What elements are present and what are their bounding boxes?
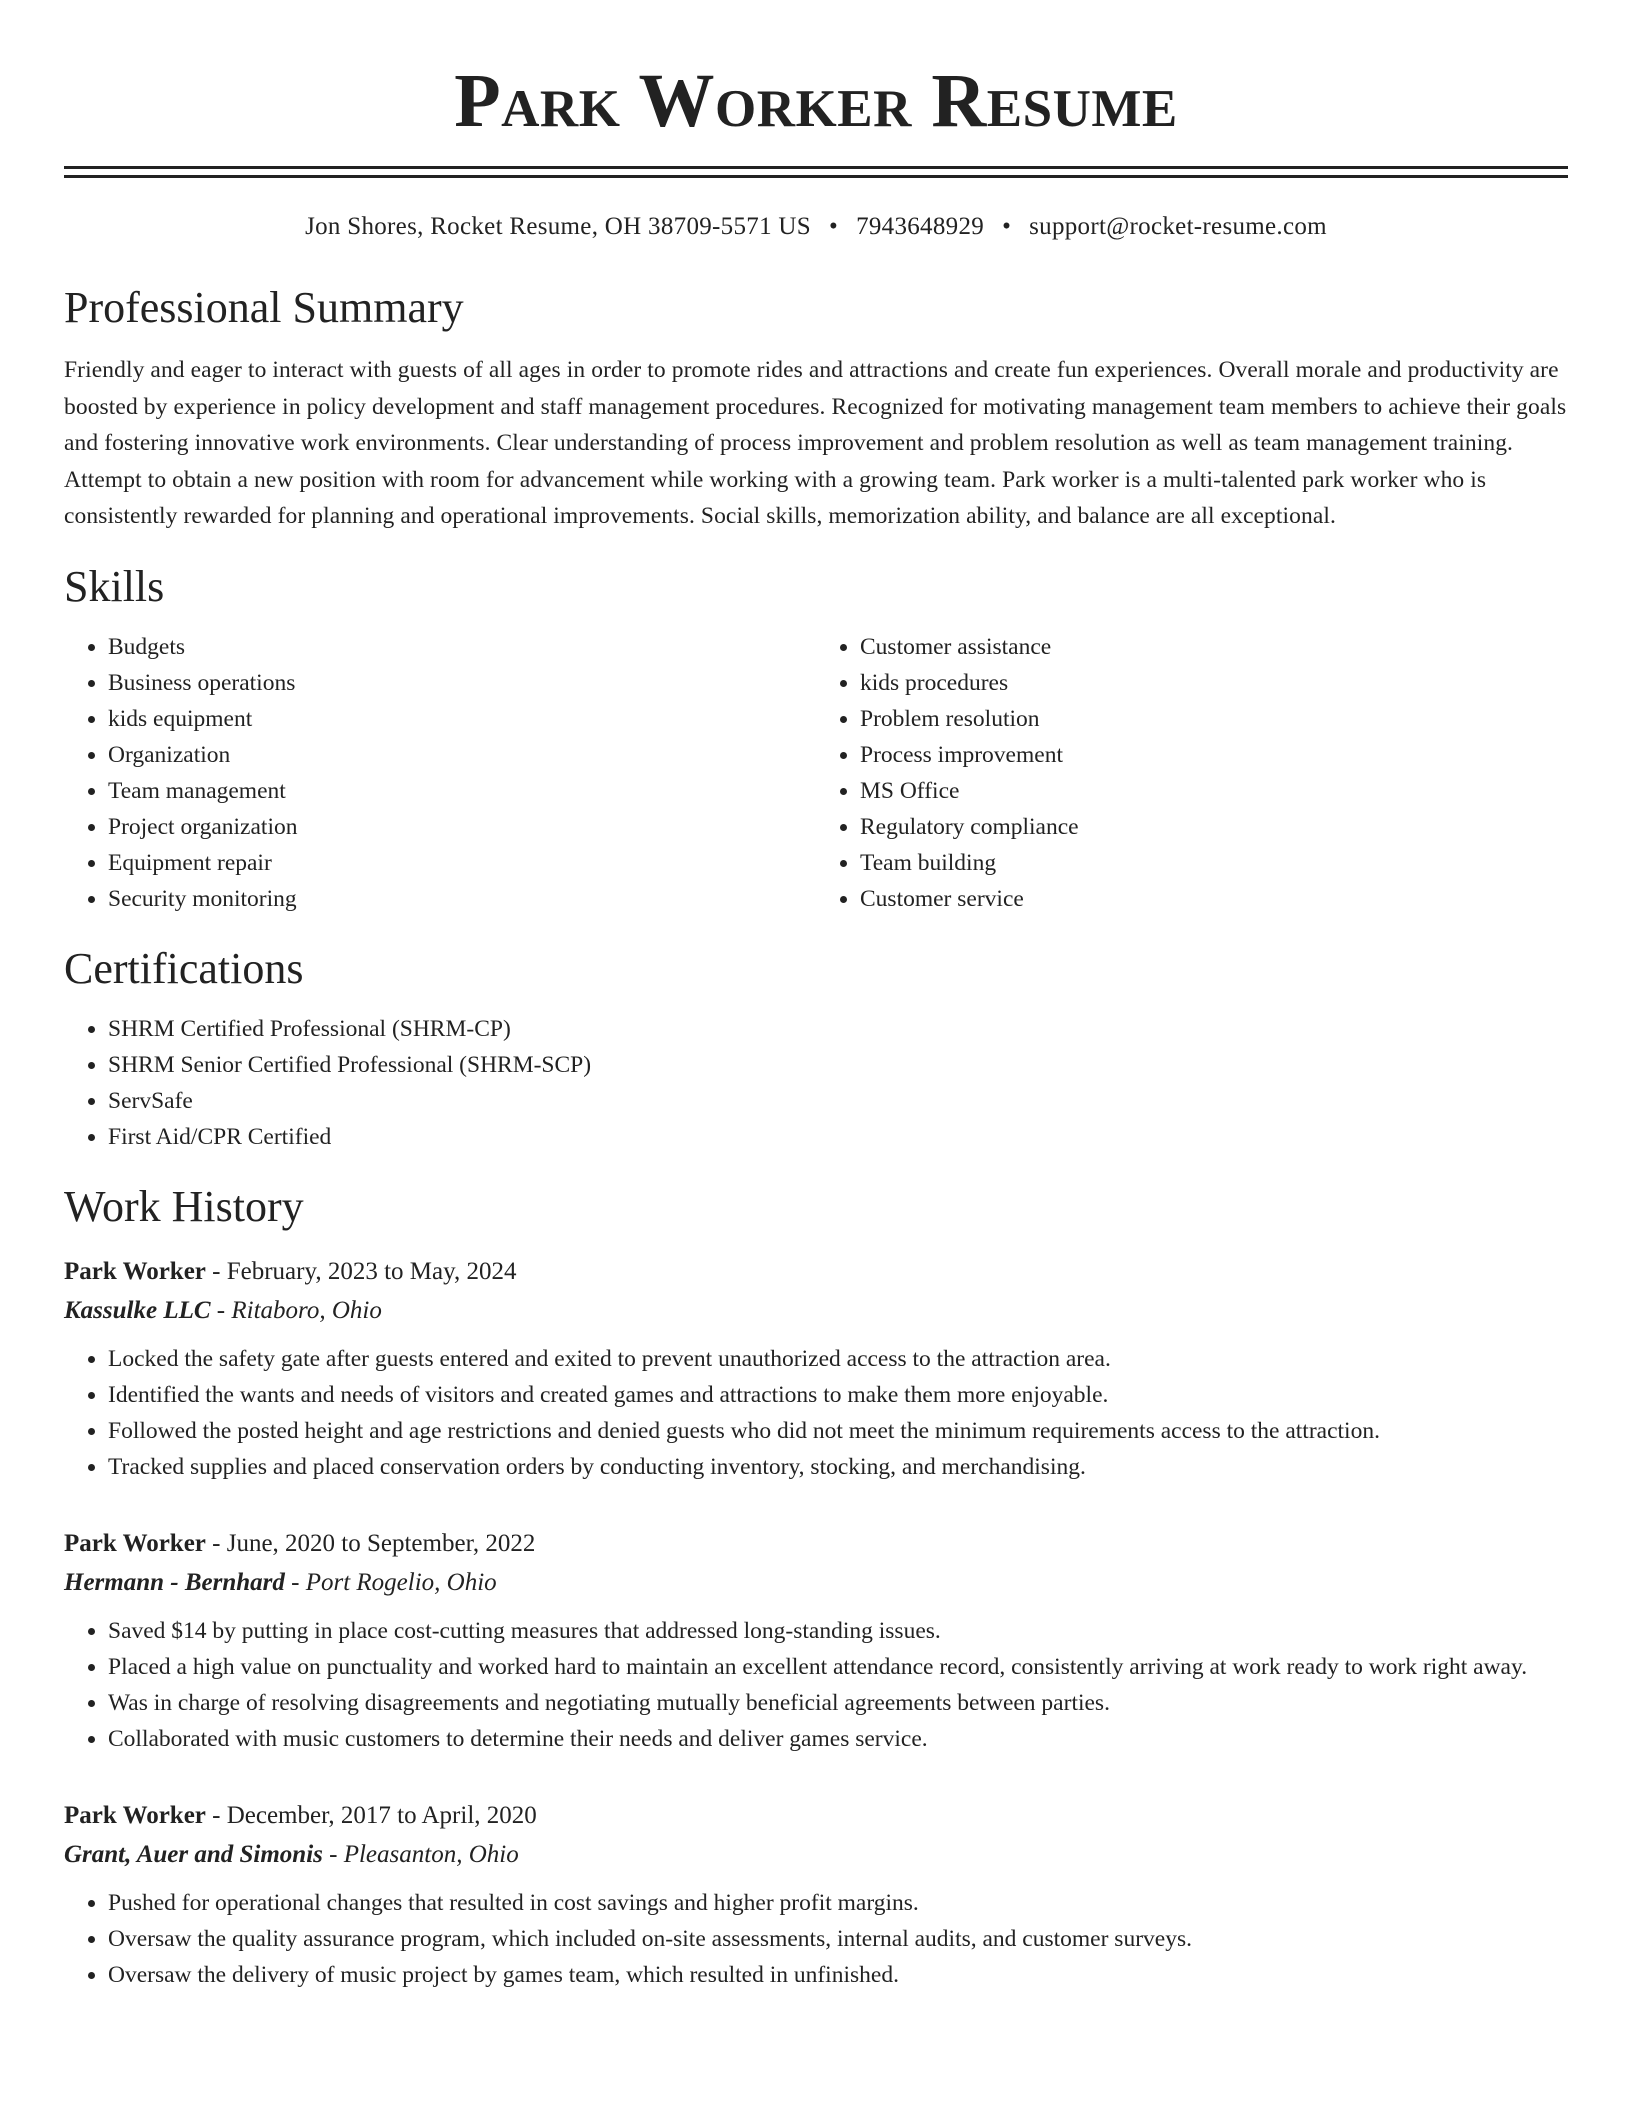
skills-columns [64,629,1568,917]
job-bullets [64,1613,1568,1757]
certifications-heading: Certifications [64,943,304,993]
job-dash: - [210,1296,232,1324]
job-bullets [64,1885,1568,1993]
job-bullet: • Oversaw the quality assurance program, which included on-site assessments, internal audits, and customer surveys. [108,1921,1568,1957]
skills-heading: Skills [64,561,165,611]
certification-item: • ServSafe [108,1083,1568,1119]
job-title: Park Worker [64,1257,206,1285]
job-entry [64,1797,1568,1993]
job-company-line [64,1563,1568,1603]
skills-list-right [816,629,1568,917]
skills-list-left [64,629,816,917]
skill-item: • MS Office [860,773,1568,809]
job-dash: - [205,1801,227,1829]
job-company: Hermann - Bernhard [64,1568,285,1596]
job-dash: - [284,1568,306,1596]
skill-item: • Team management [108,773,816,809]
certification-item: • SHRM Certified Professional (SHRM-CP) [108,1011,1568,1047]
skill-item: • Regulatory compliance [860,809,1568,845]
skill-item: • Business operations [108,665,816,701]
job-dates: June, 2020 to September, 2022 [226,1529,536,1557]
skill-item: • kids equipment [108,701,816,737]
job-location: Ritaboro, Ohio [231,1296,382,1324]
summary-heading: Professional Summary [64,283,464,332]
job-location: Pleasanton, Ohio [343,1840,519,1868]
certification-item: • First Aid/CPR Certified [108,1119,1568,1155]
job-dates: December, 2017 to April, 2020 [226,1801,537,1829]
job-company-line [64,1835,1568,1875]
skill-item: • Customer assistance [860,629,1568,665]
job-bullet: • Placed a high value on punctuality and worked hard to maintain an excellent attendance record, consistently arriving at work ready to work right away. [108,1649,1568,1685]
job-dash: - [205,1529,227,1557]
title-double-rule [64,166,1568,178]
certification-item: • SHRM Senior Certified Professional (SHRM-SCP) [108,1047,1568,1083]
job-bullet: • Identified the wants and needs of visitors and created games and attractions to make them more enjoyable. [108,1377,1568,1413]
skill-item: • Team building [860,845,1568,881]
job-entry [64,1253,1568,1485]
job-title-line [64,1253,1568,1291]
contact-email: support@rocket-resume.com [1029,213,1327,240]
job-dates: February, 2023 to May, 2024 [226,1257,517,1285]
resume-title: Park Worker Resume [454,59,1178,143]
skill-item: • Organization [108,737,816,773]
job-bullet: • Pushed for operational changes that resulted in cost savings and higher profit margins. [108,1885,1568,1921]
job-location: Port Rogelio, Ohio [305,1568,497,1596]
job-bullet: • Saved $14 by putting in place cost-cutting measures that addressed long-standing issues. [108,1613,1568,1649]
skill-item: • Customer service [860,881,1568,917]
contact-separator: • [829,213,839,240]
job-bullet: • Was in charge of resolving disagreements and negotiating mutually beneficial agreements between parties. [108,1685,1568,1721]
job-bullet: • Oversaw the delivery of music project by games team, which resulted in unfinished. [108,1957,1568,1993]
contact-address: Jon Shores, Rocket Resume, OH 38709-5571 US [305,213,811,240]
job-bullet: • Collaborated with music customers to determine their needs and deliver games service. [108,1721,1568,1757]
job-bullets [64,1341,1568,1485]
skill-item: • Equipment repair [108,845,816,881]
skill-item: • Problem resolution [860,701,1568,737]
job-title-line [64,1797,1568,1835]
contact-separator: • [1002,213,1012,240]
job-title: Park Worker [64,1529,206,1557]
job-entry [64,1525,1568,1757]
job-bullet: • Followed the posted height and age restrictions and denied guests who did not meet the minimum requirements access to the attraction. [108,1413,1568,1449]
job-title-line [64,1525,1568,1563]
skill-item: • Process improvement [860,737,1568,773]
skill-item: • Budgets [108,629,816,665]
work-history-heading: Work History [64,1181,304,1231]
job-company: Grant, Auer and Simonis [64,1840,323,1868]
job-title: Park Worker [64,1801,206,1829]
job-company: Kassulke LLC [64,1296,211,1324]
contact-line [64,212,1568,242]
summary-text: Friendly and eager to interact with guests of all ages in order to promote rides and attractions and create fun experiences. Overall morale and productivity are boosted by experience in policy development and staff management procedures. Recognized for motivating management team members to achieve their goals and fostering innovative work environments. Clear understanding of process improvement and problem resolution as well as team management training. Attempt to obtain a new position with room for advancement while working with a growing team. Park worker is a multi-talented park worker who is consistently rewarded for planning and operational improvements. Social skills, memorization ability, and balance are all exceptional. [64,357,1567,529]
job-dash: - [205,1257,227,1285]
skill-item: • Security monitoring [108,881,816,917]
skill-item: • kids procedures [860,665,1568,701]
job-bullet: • Locked the safety gate after guests entered and exited to prevent unauthorized access to the attraction area. [108,1341,1568,1377]
job-bullet: • Tracked supplies and placed conservation orders by conducting inventory, stocking, and merchandising. [108,1449,1568,1485]
certifications-list [64,1011,1568,1155]
job-company-line [64,1291,1568,1331]
job-dash: - [322,1840,344,1868]
contact-phone: 7943648929 [856,213,985,240]
skill-item: • Project organization [108,809,816,845]
